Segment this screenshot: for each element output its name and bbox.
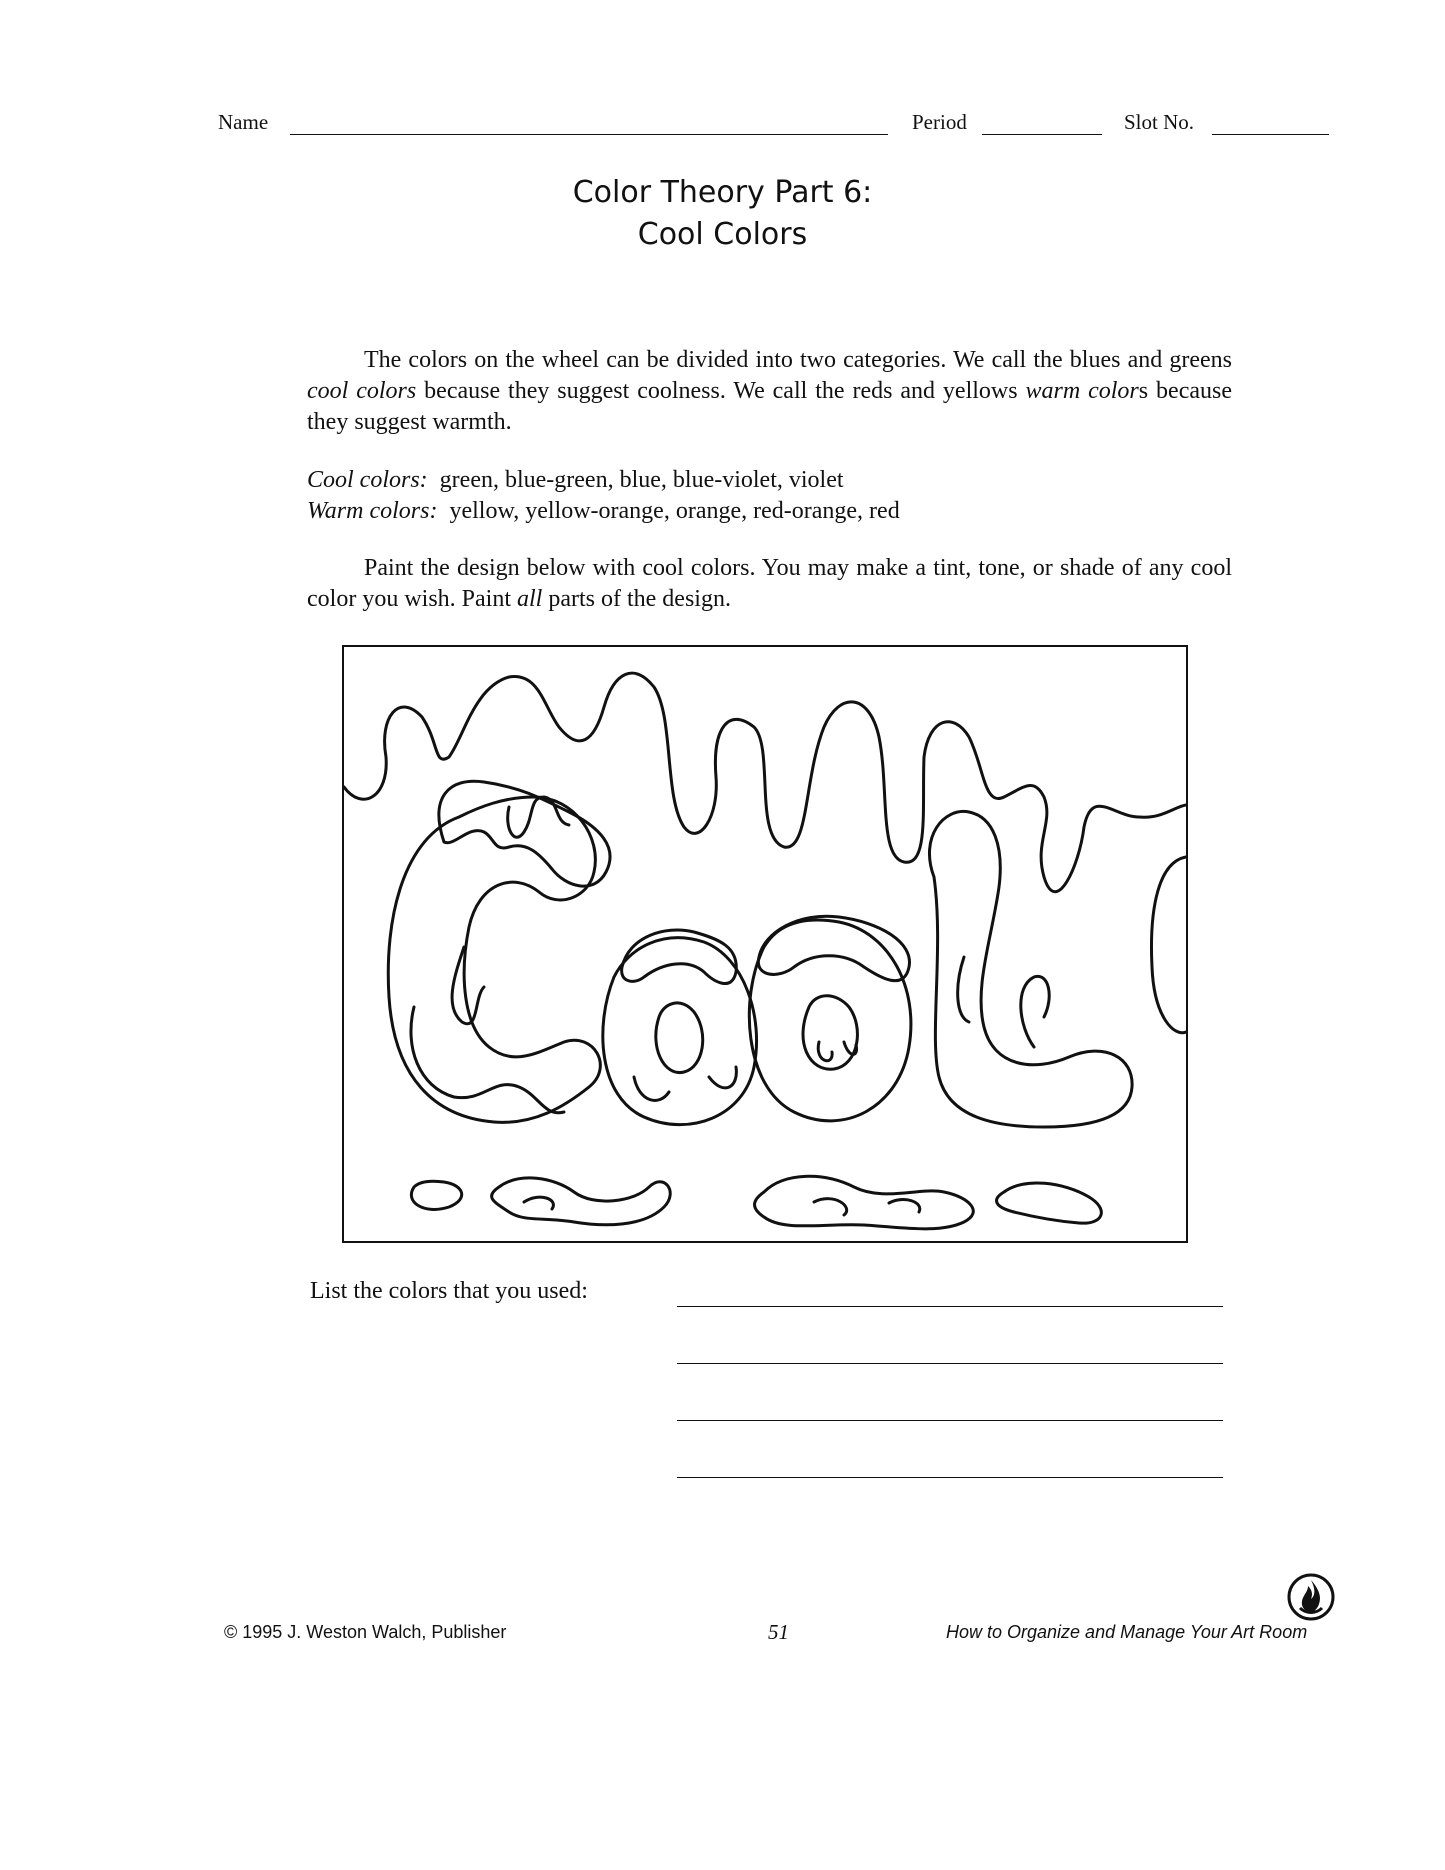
answer-line-4[interactable] (677, 1477, 1223, 1478)
warm-colors-list (307, 496, 900, 527)
cool-colors-list (307, 465, 844, 496)
o-1-hole (656, 1003, 703, 1073)
answer-line-2[interactable] (677, 1363, 1223, 1364)
intro-text-3: s because they suggest warmth. (307, 378, 1232, 435)
flame-logo-icon (1286, 1572, 1336, 1622)
puddle-center-right (755, 1176, 974, 1229)
intro-paragraph (307, 345, 1232, 438)
o-2-cap (758, 916, 909, 980)
cool-colors-term: cool colors (307, 378, 417, 404)
slot-line[interactable] (1212, 134, 1329, 135)
answer-line-1[interactable] (677, 1306, 1223, 1307)
page-number: 51 (768, 1620, 789, 1644)
cool-colors-label: Cool colors: (307, 467, 428, 493)
right-drip (1151, 857, 1186, 1033)
instructions-paragraph (307, 553, 1232, 615)
footer-book-title: How to Organize and Manage Your Art Room (946, 1622, 1308, 1642)
footer-copyright: © 1995 J. Weston Walch, Publisher (224, 1622, 507, 1642)
warm-colors-values: yellow, yellow-orange, orange, red-orange, red (449, 498, 900, 524)
name-line[interactable] (290, 134, 888, 135)
intro-text-2: because they suggest coolness. We call the reds and yellows (416, 378, 1026, 404)
coloring-design-frame (342, 645, 1188, 1243)
list-colors-prompt: List the colors that you used: (310, 1278, 588, 1304)
title-line-1: Color Theory Part 6: (572, 175, 873, 210)
cool-lettering-coloring-design (344, 647, 1186, 1241)
name-label: Name (218, 110, 269, 134)
letter-o-1 (603, 938, 757, 1125)
l-drips (958, 957, 1050, 1047)
instructions-text-1: Paint the design below with cool colors. You may make a tint, tone, or shade of any cool color you wish. Paint (307, 555, 1232, 612)
letter-o-2 (749, 920, 911, 1121)
warm-colors-term: warm color (1025, 378, 1139, 404)
puddle-right (997, 1183, 1102, 1223)
period-line[interactable] (982, 134, 1102, 135)
puddle-center-left (492, 1178, 671, 1225)
c-inner-drips (411, 947, 564, 1113)
puddle-left (411, 1181, 461, 1209)
title-line-2: Cool Colors (637, 217, 808, 252)
page-title (0, 172, 1445, 256)
cool-colors-values: green, blue-green, blue, blue-violet, violet (439, 467, 844, 493)
puddle-swirl (524, 1197, 920, 1215)
slot-label: Slot No. (1124, 110, 1195, 134)
period-label: Period (912, 110, 967, 134)
intro-text-1: The colors on the wheel can be divided into two categories. We call the blues and greens (364, 347, 1232, 373)
answer-line-3[interactable] (677, 1420, 1223, 1421)
warm-colors-label: Warm colors: (307, 498, 438, 524)
instructions-text-2: parts of the design. (542, 586, 731, 612)
instructions-emphasis: all (517, 586, 543, 612)
letter-c (388, 797, 600, 1122)
